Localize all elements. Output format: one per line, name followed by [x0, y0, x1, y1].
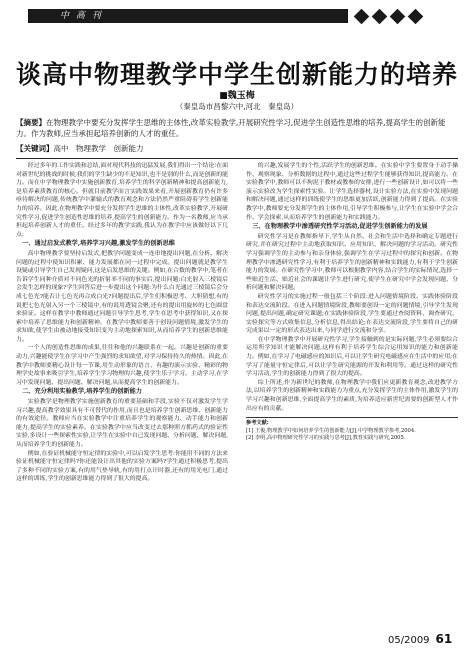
diamond-icon [354, 8, 370, 24]
author-affiliation: （秦皇岛市昌黎六中,河北 秦皇岛） [175, 102, 299, 111]
diamond-icon [372, 8, 388, 24]
divider [16, 158, 458, 159]
abstract-label: 【摘要】 [16, 118, 46, 127]
reference-item: [2] 李明,高中物理研究性学习的实践与思考[J],教育实践与研究,2005. [246, 435, 406, 442]
diamond-icon [408, 8, 424, 24]
section-heading: 一、通过启发式教学,培养学习兴趣,激发学生的创新思维 [22, 240, 175, 248]
body-paragraph: 实验教学是物理教学实施创新教育的重要基础和手段,实验不仅对激发学生学习兴趣,提高教学效果具有不可替代的作用,而且也是培养学生创新思维、创新能力的有效途径。教师应当在实验教学中注重培养学生的观察能力、动手能力和创新能力,提高学生的实验素养。在实验教学中应当改变过去那种照方抓药式的验证性实验,多设计一些探索性实验,让学生在实验中自己发现问题、分析问题、解决问题,从而培养学生的创新能力。 [16, 399, 228, 448]
page-number: 61 [435, 632, 453, 646]
reference-item: [1] 王俊,物理教学中如何培养学生的创新能力[J],中学物理教学参考,2004. [246, 427, 416, 434]
decorative-diamonds [356, 6, 466, 26]
body-paragraph: 研究性学习的实施过程一般包括三个阶段:进入问题情境阶段、实践体验阶段和表达交流阶段。在进入问题情境阶段,教师要创设一定的问题情境,引导学生发现问题,提出问题,确定研究课题;在实践体验阶段,学生要通过查阅资料、调查研究、实验探究等方式收集信息,分析信息,得出结论;在表达交流阶段,学生要将自己的研究成果以一定的形式表达出来,与同学进行交流和分享。 [246, 293, 458, 335]
author-name: ■魏玉梅 [219, 91, 255, 101]
section-heading: 二、充分利用实验教学,培养学生的创新能力 [22, 388, 142, 396]
body-paragraph: 一个人的创造性思维的成果,往往和他的兴趣联系在一起。兴趣是创新的重要动力,兴趣能使学生在学习中产生强烈的求知欲望,对学习保持持久的热情。因此,在教学中教师要精心设计每一节课,用生动形象的语言、有趣的演示实验、精彩的物理学史故事来吸引学生,培养学生学习物理的兴趣,使学生乐于学习、主动学习,在学习中发现问题、提出问题、解决问题,从而提高学生的创新能力。 [16, 345, 228, 386]
body-paragraph: 的兴趣,发展学生的个性,活跃学生的创新思维。在实验中学生要置身于动手操作、观察现象、分析数据的过程中,通过这些过程学生能够获得知识,提高能力。在实验教学中,教师可以不拘泥于教材或教参的安排,进行一些创新设计,如可以将一些演示实验改为学生探索性实验。让学生选择器材,设计实验方法,在实验中发现问题和解决问题,通过这样的训练使学生的思维更加活跃,创新能力得到了提高。在实验教学中,教师要充分发挥学生的主体作用,引导学生积极参与,让学生在实验中学会合作、学会探索,从而培养学生的创新能力和实践能力。 [246, 163, 458, 221]
body-paragraph: 例如,在验证机械能守恒定律的实验中,可以启发学生思考:你能用不同的方法来验证机械能守恒定律吗?你还能设计出其他的实验方案吗?学生通过积极思考,提出了多种不同的实验方案,有的用气垫导轨,有的用打点计时器,还有的用光电门,通过这样的训练,学生的创新思维能力得到了很大的提高。 [16, 450, 228, 483]
body-column-left [16, 162, 228, 620]
abstract-text: 在物理教学中要充分发挥学生思维的主体性,改革实验教学,开展研究性学习,促进学生创造性思维的培养,提高学生的创新能力。作为教师,应当承担起培养创新的人才的重任。 [16, 118, 446, 138]
page-footer [388, 632, 468, 648]
keywords [16, 143, 460, 154]
article-title: 谈高中物理教学中学生创新能力的培养 [15, 60, 458, 89]
journal-tag: 中 高 刊 [60, 11, 103, 21]
body-paragraph: 高中物理教学要坚持启发式,把教学问题变成一连串地提出问题,在分析、解决问题的过程中使知识积累、能力发展都在同一过程中完成。提出问题就是教学生设疑或引导学生自己发现疑问,这是启发思维的关键。例如,在合数的教学中,笔者在告诉学生同种介质对不同色光的折射率不同的事实后,提出问题:白光射入三棱镜后会发生怎样的现象?学生回答后进一步提出这个问题:为什么白光通过三棱镜后会分成七色光?能否让七色光再合成白光?问题提出后,学生们积极思考、大胆猜想,有的说把七色光射入另一个三棱镜中,有的说用透镜会聚,还有的提出用旋转的七色圆盘来验证。这样在教学中教师通过问题引导学生思考,学生在思考中获得知识,又在探索中培养了思维能力和创新精神。在教学中教师要善于创设问题情境,激发学生的求知欲,使学生由被动地接受知识变为主动地探索知识,从而培养学生的创新思维能力。 [16, 250, 228, 343]
references-label: 参考文献: [246, 420, 269, 427]
keywords-label: 【关键词】 [16, 144, 54, 153]
body-column-right [246, 162, 458, 620]
diamond-icon [390, 8, 406, 24]
section-heading: 三、在物理教学中渗透研究性学习活动,促进学生创新能力的发展 [252, 223, 428, 231]
abstract [16, 117, 460, 139]
body-paragraph: 研究性学习是在教师指导下,学生从自然、社会和生活中选择和确定专题进行研究,并在研究过程中主动地获取知识、应用知识、解决问题的学习活动。研究性学习强调学生的主动参与和亲身体验,强调学生在学习过程中的探究和创新。在物理教学中渗透研究性学习,有利于培养学生的创新精神和实践能力,有利于学生创新能力的发展。在研究性学习中,教师可以根据教学内容,结合学生的实际情况,选择一些贴近生活、贴近社会的课题让学生进行研究,使学生在研究中学会发现问题、分析问题和解决问题。 [246, 233, 458, 292]
keywords-text: 高中 物理教学 创新能力 [53, 144, 144, 153]
header-bar [0, 0, 474, 30]
issue-number: 05/2009 [388, 635, 430, 646]
body-paragraph: 在中学物理教学中开展研究性学习,学生接触到的是实际问题,学生必须要综合运用所学知识才能解决问题,这样有利于培养学生综合运用知识的能力和创新能力。例如,在学习了电磁感应的知识后,可以让学生研究电磁感应在生活中的应用;在学习了能量守恒定律后,可以让学生研究能源的开发和利用等。通过这样的研究性学习活动,学生的创新能力得到了很大的提高。 [246, 336, 458, 378]
body-paragraph: 综上所述,作为新世纪的教师,在物理教学中我们应更新教育观念,改进教学方法,以培养学生的创新精神和实践能力为重点,充分发挥学生的主体作用,激发学生的学习兴趣和创新思维,全面提高学生的素质,为培养适应新世纪需要的创新型人才作出应有的贡献。 [246, 379, 458, 412]
references [246, 417, 458, 443]
body-paragraph: 经过多年的工作实践和总结,面对现代科技的迅猛发展,我们得出一个结论:在面对新世纪的挑战的时候,我们的学生缺少的不是知识,也不是别的什么,而是创新的能力。而在中学物理教学中实施创新教育,培养学生的科学创新精神和提高创新能力,是培养素质教育的核心。但就目前教学而言实践效果来看,开展创新教育仍有许多亟待解决的问题,传统教学中灌输式的教育观念和方法仍然严重阻碍着学生创新能力的培养。因此,在物理教学中要充分发挥学生思维的主体性,改革实验教学,开展研究性学习,促进学生创造性思维的培养,提高学生的创新能力。作为一名教师,应当承担起培养创新人才的重任。经过多年的教学实践,我认为在教学中应该做好以下几点: [16, 163, 228, 238]
